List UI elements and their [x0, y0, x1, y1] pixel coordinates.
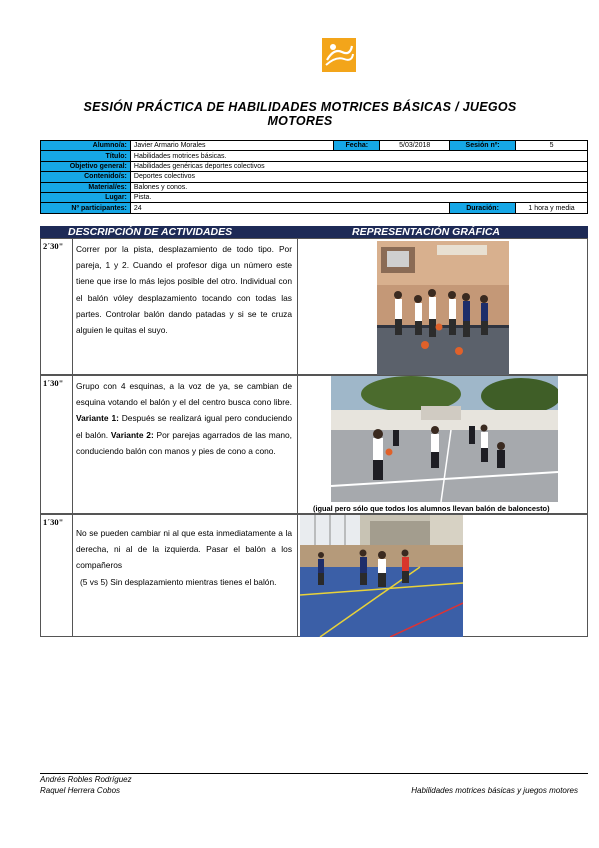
footer-subject: Habilidades motrices básicas y juegos motores [411, 786, 578, 795]
duracion-value: 1 hora y media [516, 203, 588, 213]
activity-description-a: No se pueden cambiar ni al que esta inmediatamente a la derecha, ni al de la izquierda. Pasar el balón a los compañeros [76, 528, 292, 571]
activities-header-band [40, 226, 588, 238]
participantes-label: Nº participantes: [41, 203, 131, 213]
activity-time: 1´30" [43, 378, 64, 388]
school-logo-icon [322, 38, 356, 72]
footer-author-2: Raquel Herrera Cobos [40, 786, 121, 795]
alumno-label: Alumno/a: [41, 141, 131, 151]
participantes-value: 24 [130, 203, 449, 213]
contenido-value: Deportes colectivos [130, 172, 587, 182]
page-title: SESIÓN PRÁCTICA DE HABILIDADES MOTRICES BÁSICAS / JUEGOS MOTORES [83, 100, 517, 128]
variante2-text: Por parejas agarrados de las mano, conduciendo balón con manos y pies de cono a cono. [76, 429, 292, 456]
gym-photo-1 [377, 241, 509, 375]
activity-description: Correr por la pista, desplazamiento de todo tipo. Por pareja, 1 y 2. Cuando el profesor diga un número este tiene que irse lo más lejos posible del otro. Individual con el balón vóley desplazamiento tocando con todas las partes. Controlar balón dando patadas y si se te cruza alguien le quitas el suyo. [76, 244, 292, 336]
activity-row-1 [40, 238, 588, 375]
lugar-label: Lugar: [41, 192, 131, 202]
court-photo-2 [331, 376, 558, 502]
duracion-label: Duración: [450, 203, 516, 213]
activity-description [76, 525, 292, 590]
sesion-label: Sesión nº: [450, 141, 516, 151]
descripcion-heading: DESCRIPCIÓN DE ACTIVIDADES [68, 226, 233, 238]
objetivo-value: Habilidades genéricas deportes colectivos [130, 161, 587, 171]
activity-row-3 [40, 514, 588, 637]
sesion-value: 5 [516, 141, 588, 151]
activity-description-b: (5 vs 5) Sin desplazamiento mientras tienes el balón. [80, 576, 277, 587]
material-label: Material/es: [41, 182, 131, 192]
alumno-value: Javier Armario Morales [130, 141, 333, 151]
contenido-label: Contenido/s: [41, 172, 131, 182]
photo-caption: (igual pero sólo que todos los alumnos llevan balón de baloncesto) [313, 504, 550, 513]
activity-description [76, 378, 292, 459]
activity-time: 2´30" [43, 241, 64, 251]
variante1-text: Después se realizará igual pero conduciendo el balón. [76, 413, 292, 440]
variante1-label: Variante 1: [76, 413, 119, 424]
activity-time: 1´30" [43, 517, 64, 527]
fecha-value: 5/03/2018 [380, 141, 450, 151]
session-info-table [40, 140, 588, 214]
representacion-heading: REPRESENTACIÓN GRÁFICA [352, 226, 500, 238]
gym-photo-3 [300, 515, 463, 637]
titulo-label: Título: [41, 151, 131, 161]
titulo-value: Habilidades motrices básicas. [130, 151, 587, 161]
fecha-label: Fecha: [334, 141, 380, 151]
variante2-label: Variante 2: [110, 429, 154, 440]
objetivo-label: Objetivo general: [41, 161, 131, 171]
lugar-value: Pista. [130, 192, 587, 202]
material-value: Balones y conos. [130, 182, 587, 192]
activity-row-2 [40, 375, 588, 514]
page-footer [40, 773, 588, 796]
activity-description-intro: Grupo con 4 esquinas, a la voz de ya, se cambian de esquina votando el balón y el del centro busca cono libre. [76, 381, 292, 408]
footer-author-1: Andrés Robles Rodríguez [40, 775, 132, 784]
